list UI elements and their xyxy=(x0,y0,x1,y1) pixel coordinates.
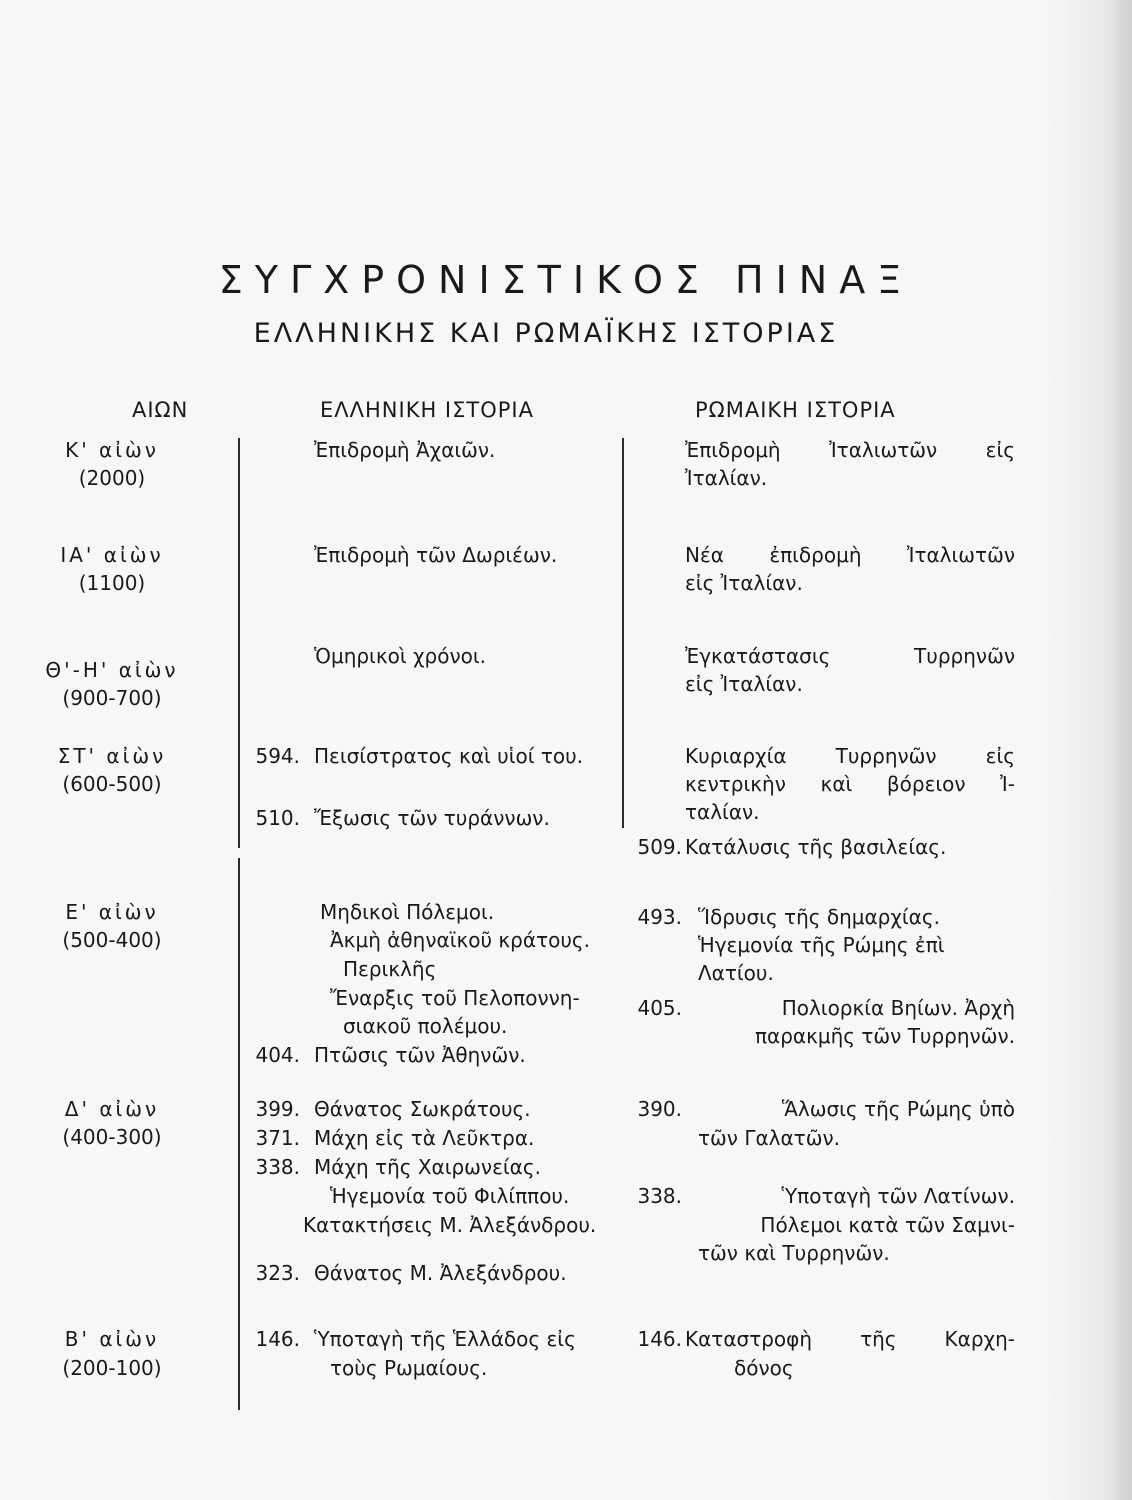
greek-event-line: Θάνατος Σωκράτους. xyxy=(314,1097,531,1121)
roman-event-line: Λατίου. xyxy=(698,961,774,985)
greek-event-line: Μάχη εἰς τὰ Λεῦκτρα. xyxy=(314,1126,535,1150)
roman-event-year: 493. xyxy=(637,905,682,929)
century-label: Ε' αἰὼν xyxy=(65,900,159,924)
century-years: (400-300) xyxy=(62,1125,162,1149)
greek-event-line: Μάχη τῆς Χαιρωνείας. xyxy=(314,1155,541,1179)
century-label: Β' αἰὼν xyxy=(64,1327,160,1351)
roman-event-year: 146. xyxy=(637,1327,682,1351)
column-header-greek: ΕΛΛΗΝΙΚΗ ΙΣΤΟΡΙΑ xyxy=(320,398,534,422)
roman-event-line: Νέα ἐπιδρομὴ Ἰταλιωτῶν xyxy=(685,543,1015,567)
roman-event-year: 390. xyxy=(637,1097,682,1121)
greek-event-year: 399. xyxy=(255,1097,300,1121)
greek-event-year: 146. xyxy=(255,1327,300,1351)
greek-event-line: Περικλῆς xyxy=(343,957,437,981)
roman-event-line: Καταστροφὴ τῆς Καρχη- xyxy=(685,1327,1015,1351)
greek-event-line: Ὑποταγὴ τῆς Ἑλλάδος εἰς xyxy=(314,1327,576,1351)
greek-event-year: 594. xyxy=(255,744,300,768)
century-years: (500-400) xyxy=(62,928,162,952)
century-years: (1100) xyxy=(78,571,146,595)
column-header-aion: ΑΙΩΝ xyxy=(132,398,189,422)
roman-event-line: εἰς Ἰταλίαν. xyxy=(685,571,803,595)
greek-event-year: 510. xyxy=(255,806,300,830)
roman-event-line: Ὑποταγὴ τῶν Λατίνων. xyxy=(781,1184,1015,1208)
greek-event-line: Ἀκμὴ ἀθηναϊκοῦ κράτους. xyxy=(330,928,591,952)
greek-event-year: 338. xyxy=(255,1155,300,1179)
greek-event-line: Ἔξωσις τῶν τυράννων. xyxy=(314,806,550,830)
greek-event-line: Ἐπιδρομὴ τῶν Δωριέων. xyxy=(314,543,558,567)
page-edge-shadow xyxy=(1042,0,1132,1500)
roman-event-line: εἰς Ἰταλίαν. xyxy=(685,672,803,696)
century-years: (900-700) xyxy=(62,686,162,710)
roman-event-year: 338. xyxy=(637,1184,682,1208)
century-label: Δ' αἰὼν xyxy=(64,1097,160,1121)
roman-event-line: τῶν καὶ Τυρρηνῶν. xyxy=(698,1241,890,1265)
greek-event-line: Ἡγεμονία τοῦ Φιλίππου. xyxy=(330,1184,570,1208)
roman-event-line: Ἅλωσις τῆς Ρώμης ὑπὸ xyxy=(781,1097,1015,1121)
century-years: (2000) xyxy=(78,466,146,490)
greek-event-line: Ἔναρξις τοῦ Πελοποννη- xyxy=(330,986,580,1010)
roman-event-line: Ἐπιδρομὴ Ἰταλιωτῶν εἰς xyxy=(685,438,1015,462)
roman-event-line: τῶν Γαλατῶν. xyxy=(698,1126,840,1150)
century-label: ΙΑ' αἰὼν xyxy=(60,543,164,567)
roman-event-line: Κατάλυσις τῆς βασιλείας. xyxy=(685,835,947,859)
roman-event-line: κεντρικὴν καὶ βόρειον Ἰ- xyxy=(685,772,1015,796)
greek-event-line: Ἐπιδρομὴ Ἀχαιῶν. xyxy=(314,438,496,462)
greek-event-year: 323. xyxy=(255,1261,300,1285)
greek-event-line: Πτῶσις τῶν Ἀθηνῶν. xyxy=(314,1043,526,1067)
century-label: Θ'-Η' αἰὼν xyxy=(45,658,179,682)
roman-event-line: Πολιορκία Βηίων. Ἀρχὴ xyxy=(781,996,1015,1020)
greek-event-line: Μηδικοὶ Πόλεμοι. xyxy=(320,900,495,924)
page-title: ΣΥΓΧΡΟΝΙΣΤΙΚΟΣ ΠΙΝΑΞ xyxy=(218,258,914,302)
roman-event-line: Ἰταλίαν. xyxy=(685,466,768,490)
century-years: (200-100) xyxy=(62,1356,162,1380)
century-label: ΣΤ' αἰὼν xyxy=(57,744,167,768)
roman-event-line: Ἐγκατάστασις Τυρρηνῶν xyxy=(685,644,1015,668)
roman-event-line: Ἡγεμονία τῆς Ρώμης ἐπὶ xyxy=(698,933,945,957)
greek-event-line: Ὁμηρικοὶ χρόνοι. xyxy=(314,644,486,668)
column-divider-left-lower xyxy=(238,858,240,1410)
column-divider-left-upper xyxy=(238,438,240,848)
roman-event-line: ταλίαν. xyxy=(685,800,760,824)
page-subtitle: ΕΛΛΗΝΙΚΗΣ ΚΑΙ ΡΩΜΑΪΚΗΣ ΙΣΤΟΡΙΑΣ xyxy=(253,318,839,349)
roman-event-line: Πόλεμοι κατὰ τῶν Σαμνι- xyxy=(760,1213,1015,1237)
greek-event-line: Θάνατος Μ. Ἀλεξάνδρου. xyxy=(314,1261,567,1285)
greek-event-year: 371. xyxy=(255,1126,300,1150)
roman-event-line: δόνος xyxy=(734,1356,794,1380)
roman-event-line: Ἵδρυσις τῆς δημαρχίας. xyxy=(698,905,940,929)
greek-event-line: τοὺς Ρωμαίους. xyxy=(330,1356,488,1380)
roman-event-line: παρακμῆς τῶν Τυρρηνῶν. xyxy=(754,1024,1015,1048)
roman-event-year: 405. xyxy=(637,996,682,1020)
greek-event-year: 404. xyxy=(255,1043,300,1067)
greek-event-line: Πεισίστρατος καὶ υἱοί του. xyxy=(314,744,584,768)
roman-event-year: 509. xyxy=(637,835,682,859)
roman-event-line: Κυριαρχία Τυρρηνῶν εἰς xyxy=(685,744,1015,768)
century-label: Κ' αἰὼν xyxy=(65,438,159,462)
century-years: (600-500) xyxy=(62,772,162,796)
greek-event-line: Κατακτήσεις Μ. Ἀλεξάνδρου. xyxy=(303,1213,597,1237)
greek-event-line: σιακοῦ πολέμου. xyxy=(343,1014,508,1038)
column-divider-right xyxy=(622,438,624,828)
column-header-roman: ΡΩΜΑΙΚΗ ΙΣΤΟΡΙΑ xyxy=(695,398,896,422)
